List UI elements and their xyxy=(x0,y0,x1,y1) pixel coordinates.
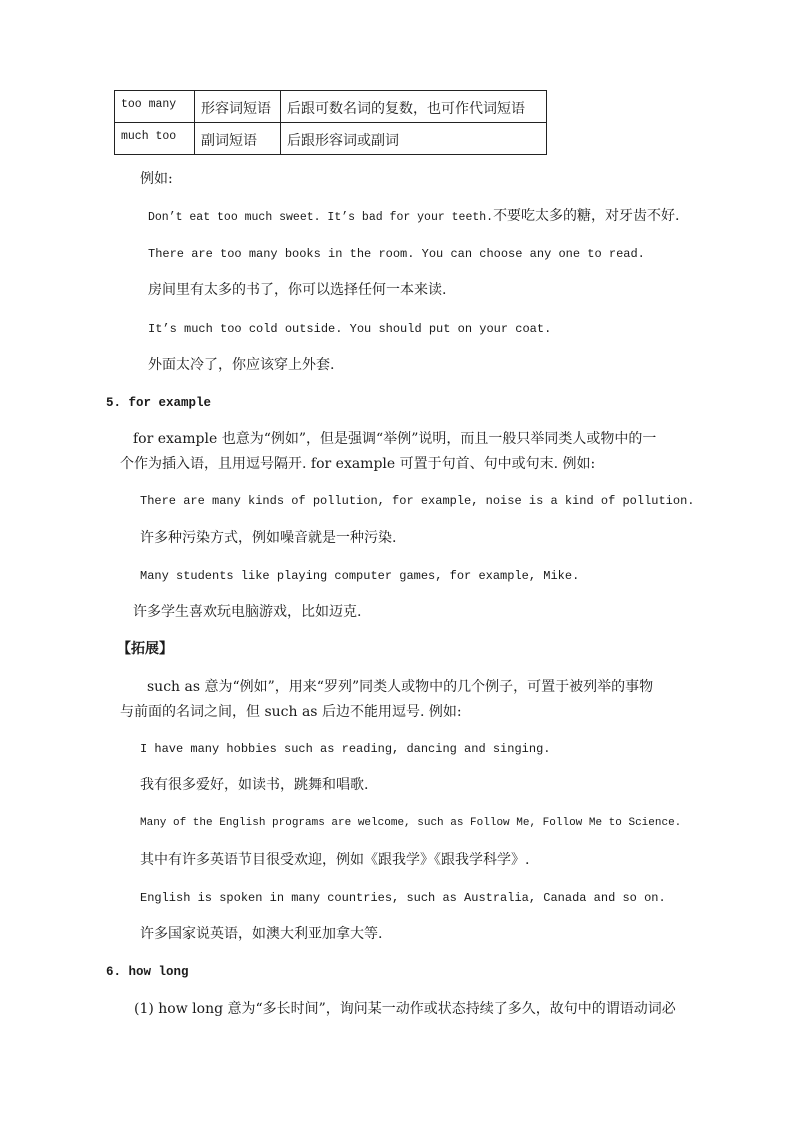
extension-heading: 【拓展】 xyxy=(117,641,173,657)
paragraph-line: such as 意为“例如”，用来“罗列”同类人或物中的几个例子，可置于被列举的事物 xyxy=(147,679,654,695)
example-chinese: 外面太冷了，你应该穿上外套. xyxy=(148,357,335,373)
example-chinese: 我有很多爱好，如读书，跳舞和唱歌. xyxy=(140,777,369,793)
example-english: English is spoken in many countries, such as Australia, Canada and so on. xyxy=(140,891,666,905)
table-cell-type: 副词短语 xyxy=(195,123,281,155)
table-row xyxy=(115,123,547,155)
example-english: Don’t eat too much sweet. It’s bad for your teeth. xyxy=(148,211,494,224)
example-chinese: 许多学生喜欢玩电脑游戏，比如迈克. xyxy=(133,604,362,620)
section-heading: 6. how long xyxy=(106,965,189,979)
example-english: There are too many books in the room. You can choose any one to read. xyxy=(148,247,645,261)
example-english: I have many hobbies such as reading, dancing and singing. xyxy=(140,742,551,756)
usage-table xyxy=(114,90,547,155)
example-chinese: 许多种污染方式，例如噪音就是一种污染. xyxy=(140,530,397,546)
paragraph-line: for example 也意为“例如”，但是强调“举例”说明，而且一般只举同类人或物中的一 xyxy=(133,431,657,447)
paragraph-line: 个作为插入语，且用逗号隔开. for example 可置于句首、句中或句末. 例如: xyxy=(120,456,596,472)
table-cell-phrase: too many xyxy=(115,91,195,123)
section-heading: 5. for example xyxy=(106,396,212,410)
paragraph-line: (1) how long 意为“多长时间”，询问某一动作或状态持续了多久，故句中的谓语动词必 xyxy=(134,1001,676,1017)
example-sentence xyxy=(148,207,680,227)
example-label: 例如: xyxy=(140,171,173,187)
example-chinese: 许多国家说英语，如澳大利亚加拿大等. xyxy=(140,926,383,942)
example-english: It’s much too cold outside. You should put on your coat. xyxy=(148,322,552,336)
example-chinese: 房间里有太多的书了，你可以选择任何一本来读. xyxy=(148,282,447,298)
paragraph-line: 与前面的名词之间，但 such as 后边不能用逗号. 例如: xyxy=(120,704,462,720)
example-english: Many students like playing computer games, for example, Mike. xyxy=(140,569,580,583)
example-chinese: 不要吃太多的糖，对牙齿不好. xyxy=(493,208,680,224)
table-cell-type: 形容词短语 xyxy=(195,91,281,123)
example-english: There are many kinds of pollution, for example, noise is a kind of pollution. xyxy=(140,494,695,508)
table-cell-note: 后跟形容词或副词 xyxy=(281,123,547,155)
table-cell-phrase: much too xyxy=(115,123,195,155)
table-cell-note: 后跟可数名词的复数，也可作代词短语 xyxy=(281,91,547,123)
table-row xyxy=(115,91,547,123)
example-english: Many of the English programs are welcome, such as Follow Me, Follow Me to Science. xyxy=(140,817,682,829)
example-chinese: 其中有许多英语节目很受欢迎，例如《跟我学》《跟我学科学》. xyxy=(140,852,530,868)
